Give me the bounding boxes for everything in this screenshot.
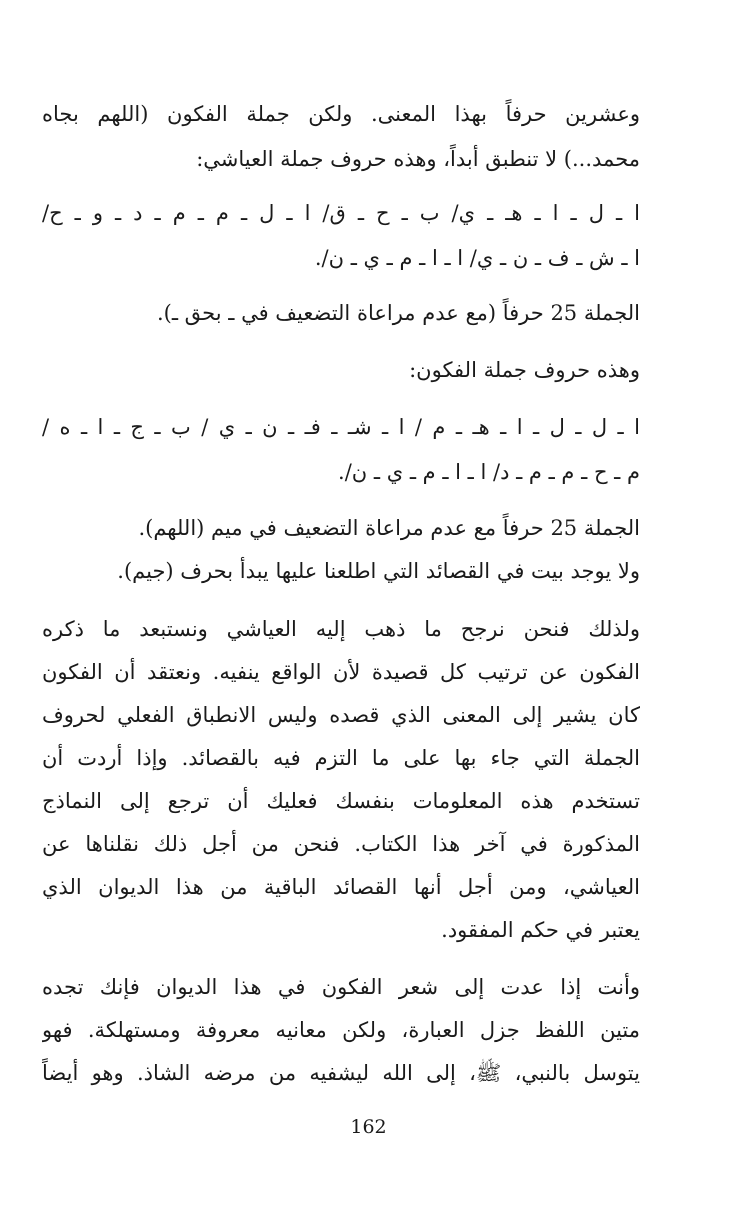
text-line: محمد...) لا تنطبق أبداً، وهذه حروف جملة العياشي: [196, 147, 640, 171]
text-line: وهذه حروف جملة الفكون: [409, 358, 640, 382]
text-line: المذكورة في آخر هذا الكتاب. فنحن من أجل ذلك نقلناها عن [42, 832, 640, 856]
letter-sequence-line: ا ـ ل ـ ل ـ ا ـ هـ ـ م / ا ـ شـ ـ فـ ـ ن ـ ي / ب ـ ج ـ ا ـ ه / [42, 415, 640, 439]
letter-sequence-line: ا ـ ل ـ ا ـ هـ ـ ي/ ب ـ ح ـ ق/ ا ـ ل ـ م ـ م ـ د ـ و ـ ح/ [42, 201, 640, 225]
text-line: الجملة 25 حرفاً (مع عدم مراعاة التضعيف في ـ بحق ـ). [156, 301, 640, 325]
text-line: الفكون عن ترتيب كل قصيدة لأن الواقع ينفيه. ونعتقد أن الفكون [42, 660, 640, 684]
letter-sequence-line: ا ـ ش ـ ف ـ ن ـ ي/ ا ـ ا ـ م ـ ي ـ ن/. [314, 246, 640, 270]
text-line: يتوسل بالنبي، ﷺ، إلى الله ليشفيه من مرضه الشاذ. وهو أيضاً [42, 1061, 640, 1085]
text-line: وأنت إذا عدت إلى شعر الفكون في هذا الديوان فإنك تجده [42, 975, 640, 999]
text-line: العياشي، ومن أجل أنها القصائد الباقية من هذا الديوان الذي [42, 875, 640, 899]
letter-sequence-line: م ـ ح ـ م ـ م ـ د/ ا ـ ا ـ م ـ ي ـ ن/. [338, 460, 640, 484]
text-line: متين اللفظ جزل العبارة، ولكن معانيه معروفة ومستهلكة. فهو [42, 1018, 640, 1042]
text-line: ولا يوجد بيت في القصائد التي اطلعنا عليها يبدأ بحرف (جيم). [117, 559, 640, 583]
page-number: 162 [350, 1116, 387, 1138]
text-line: وعشرين حرفاً بهذا المعنى. ولكن جملة الفكون (اللهم بجاه [42, 102, 640, 126]
text-line: كان يشير إلى المعنى الذي قصده وليس الانطباق الفعلي لحروف [42, 703, 640, 727]
text-line: تستخدم هذه المعلومات بنفسك فعليك أن ترجع إلى النماذج [42, 789, 640, 813]
text-line: الجملة التي جاء بها على ما التزم فيه بالقصائد. وإذا أردت أن [42, 746, 640, 770]
text-line: الجملة 25 حرفاً مع عدم مراعاة التضعيف في ميم (اللهم). [138, 516, 640, 540]
text-line: يعتبر في حكم المفقود. [441, 918, 640, 942]
text-line: ولذلك فنحن نرجح ما ذهب إليه العياشي ونستبعد ما ذكره [42, 617, 640, 641]
